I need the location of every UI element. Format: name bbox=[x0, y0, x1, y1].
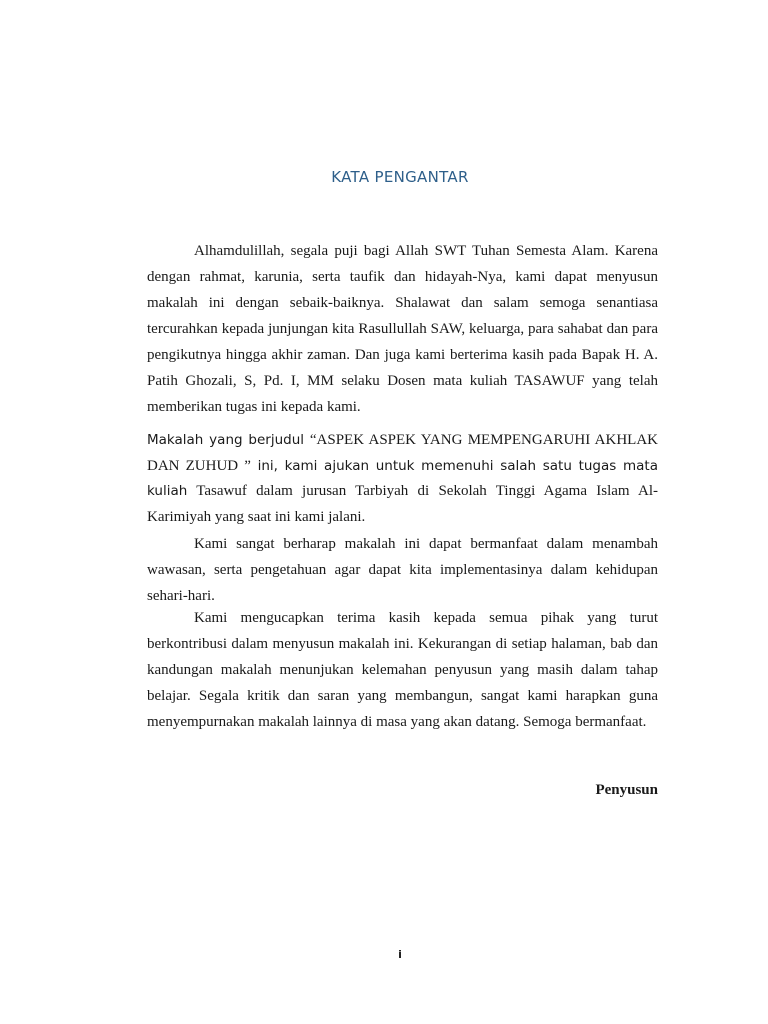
makalah-title-quote: “ASPEK ASPEK YANG MEMPENGARUHI AKHLAK DAN ZUHUD ” bbox=[147, 432, 658, 474]
paragraph-segment: Tasawuf dalam jurusan Tarbiyah di Sekolah Tinggi Agama Islam Al-Karimiyah yang saat ini kami jalani. bbox=[147, 483, 658, 525]
paragraph-segment: Makalah yang berjudul bbox=[147, 432, 310, 448]
signature: Penyusun bbox=[595, 782, 658, 798]
paragraph-hope bbox=[147, 531, 658, 609]
paragraph-text: Kami mengucapkan terima kasih kepada semua pihak yang turut berkontribusi dalam menyusun makalah ini. Kekurangan di setiap halaman, bab dan kandungan makalah menunjukan kelemahan penyusun yang masih dalam tahap belajar. Segala kritik dan saran yang membangun, sangat kami harapkan guna menyempurnakan makalah lainnya di masa yang akan datang. Semoga bermanfaat. bbox=[147, 610, 658, 730]
paragraph-segment: ini, kami ajukan untuk memenuhi salah satu tugas mata kuliah bbox=[147, 457, 658, 499]
paragraph-title-statement bbox=[147, 428, 658, 530]
paragraph-text: Kami sangat berharap makalah ini dapat bermanfaat dalam menambah wawasan, serta pengetahuan agar dapat kita implementasinya dalam kehidupan sehari-hari. bbox=[147, 536, 658, 604]
paragraph-text: Alhamdulillah, segala puji bagi Allah SWT Tuhan Semesta Alam. Karena dengan rahmat, karunia, serta taufik dan hidayah-Nya, kami dapat menyusun makalah ini dengan sebaik-baiknya. Shalawat dan salam semoga senantiasa tercurahkan kepada junjungan kita Rasullullah SAW, keluarga, para sahabat dan para pengikutnya hingga akhir zaman. Dan juga kami berterima kasih pada Bapak H. A. Patih Ghozali, S, Pd. I, MM selaku Dosen mata kuliah TASAWUF yang telah memberikan tugas ini kepada kami. bbox=[147, 243, 658, 415]
paragraph-text bbox=[147, 428, 658, 530]
paragraph-thanks bbox=[147, 605, 658, 735]
page-title: KATA PENGANTAR bbox=[331, 168, 469, 186]
page-number: i bbox=[398, 948, 402, 961]
paragraph-opening bbox=[147, 238, 658, 420]
